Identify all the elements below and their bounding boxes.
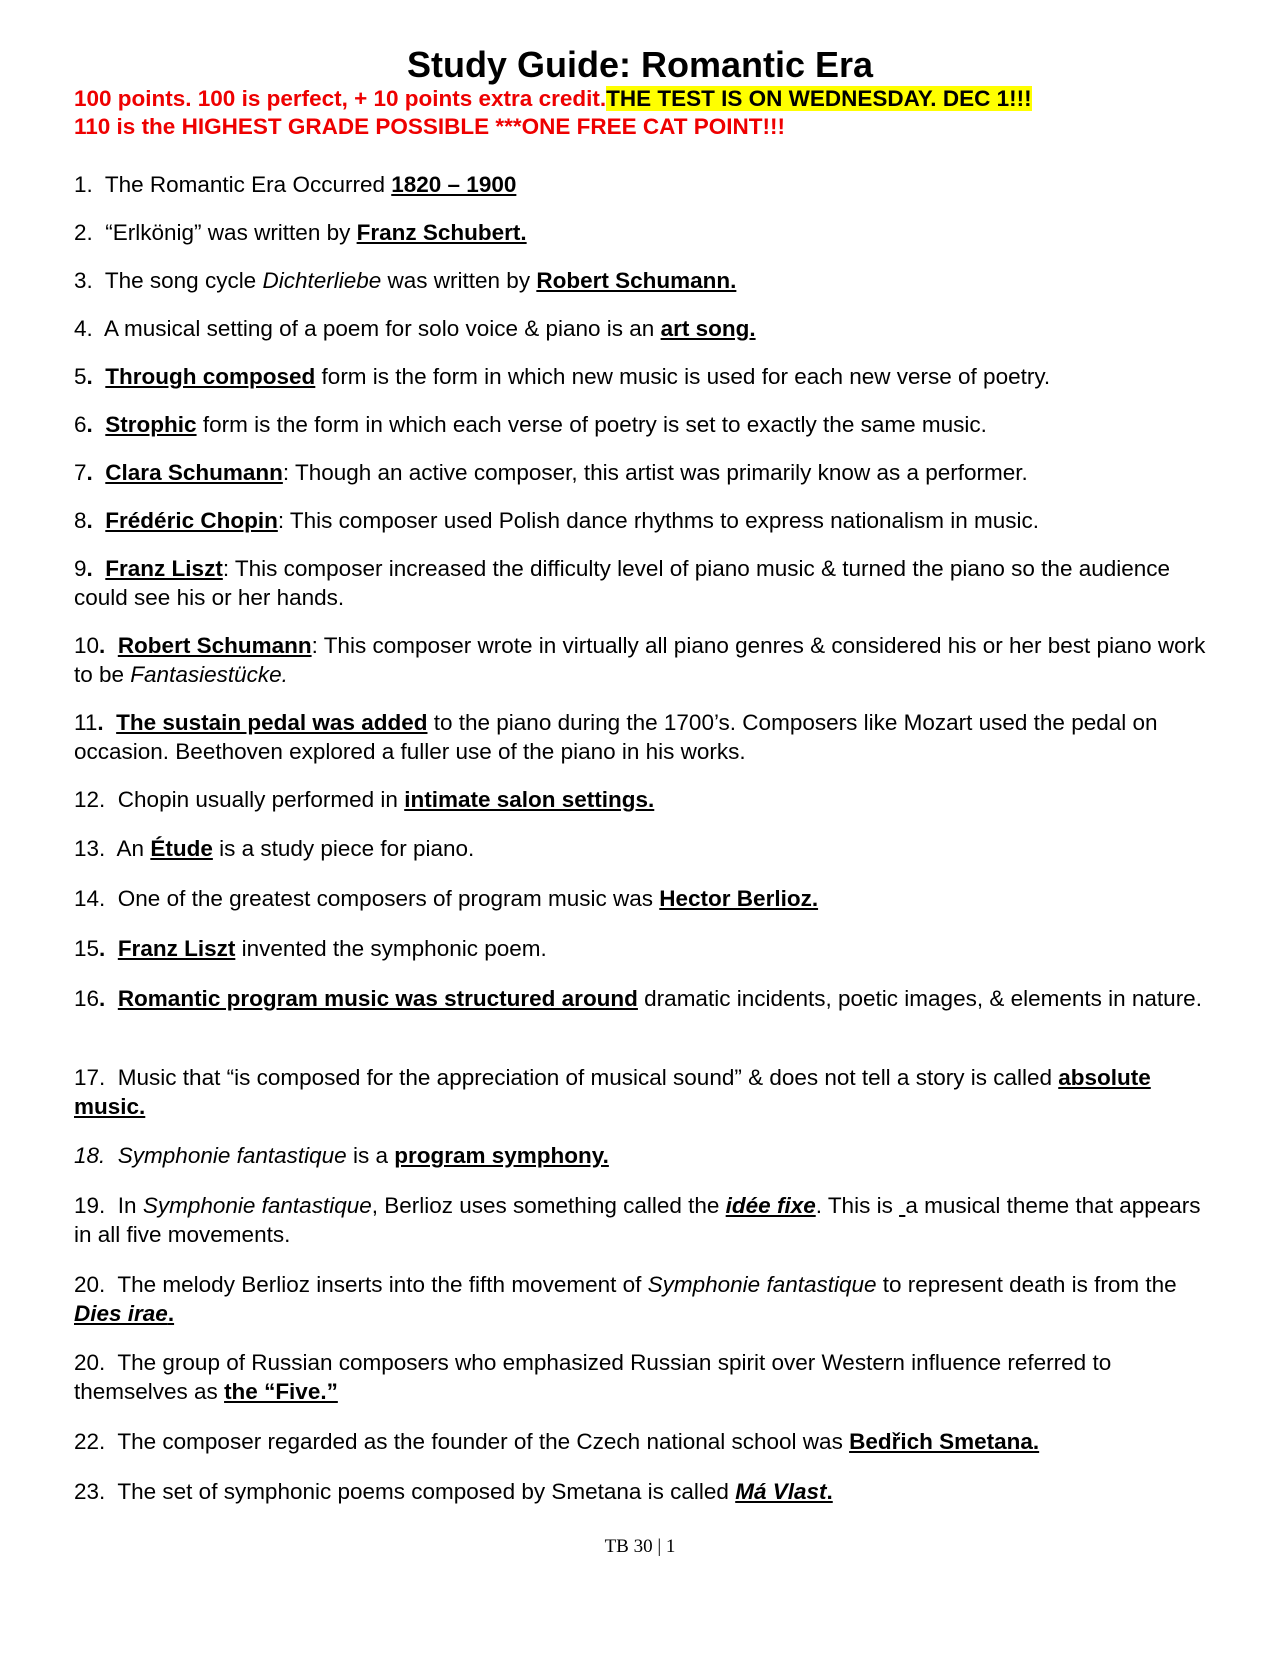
answer: Strophic <box>105 412 197 437</box>
number-dot: . <box>99 936 106 961</box>
question-8 <box>74 506 1224 535</box>
question-number: 17. <box>74 1065 106 1090</box>
question-6 <box>74 410 1224 439</box>
question-17 <box>74 1063 1224 1121</box>
question-text: is a <box>346 1143 395 1168</box>
highest-grade-line: 110 is the HIGHEST GRADE POSSIBLE ***ONE FREE CAT POINT!!! <box>74 114 785 139</box>
question-20 <box>74 1270 1224 1328</box>
answer: idée fixe <box>725 1193 816 1218</box>
answer: Bedřich Smetana. <box>849 1429 1040 1454</box>
question-14 <box>74 884 1224 913</box>
answer: Étude <box>150 836 213 861</box>
answer: Má Vlast <box>735 1479 827 1504</box>
question-number: 16 <box>74 986 100 1011</box>
question-7 <box>74 458 1224 487</box>
grading-info-line <box>74 84 1032 114</box>
question-number: 15 <box>74 936 100 961</box>
answer: Robert Schumann. <box>536 268 737 293</box>
question-5 <box>74 362 1224 391</box>
question-text: Chopin usually performed in <box>117 787 405 812</box>
number-dot: . <box>86 508 93 533</box>
question-number: 19. <box>74 1193 106 1218</box>
question-text: Music that “is composed for the appreciation of musical sound” & does not tell a story is called <box>117 1065 1059 1090</box>
answer: the “Five.” <box>224 1379 338 1404</box>
number-dot: . <box>86 364 93 389</box>
answer: Clara Schumann <box>105 460 283 485</box>
question-text: to the piano during the 1700’s. Composers like Mozart used the pedal on occasion. Beethoven explored a fuller use of the piano in his works. <box>74 710 1158 764</box>
question-number: 12. <box>74 787 106 812</box>
answer: absolute music. <box>74 1065 1151 1119</box>
work-title: Symphonie fantastique <box>647 1272 877 1297</box>
answer-period: . <box>167 1301 175 1326</box>
question-number: 7 <box>74 460 87 485</box>
answer: Romantic program music was structured around <box>117 986 638 1011</box>
question-number: 8 <box>74 508 87 533</box>
answer: program symphony. <box>394 1143 609 1168</box>
question-number: 20. <box>74 1272 106 1297</box>
question-2 <box>74 218 1224 247</box>
question-1 <box>74 170 1224 199</box>
question-text: to represent death is from the <box>876 1272 1177 1297</box>
answer: 1820 – 1900 <box>391 172 517 197</box>
answer: Robert Schumann <box>117 633 312 658</box>
question-number: 4. <box>74 316 93 341</box>
question-text: : Though an active composer, this artist was primarily know as a performer. <box>282 460 1028 485</box>
question-3 <box>74 266 1224 295</box>
answer: Hector Berlioz. <box>659 886 819 911</box>
work-title: Symphonie fantastique <box>142 1193 372 1218</box>
question-text: dramatic incidents, poetic images, & elements in nature. <box>637 986 1202 1011</box>
question-text: is a study piece for piano. <box>212 836 475 861</box>
answer: The sustain pedal was added <box>116 710 428 735</box>
question-text: An <box>116 836 151 861</box>
question-11 <box>74 708 1224 766</box>
number-dot: . <box>99 633 106 658</box>
question-number: 23. <box>74 1479 106 1504</box>
work-title: Fantasiestücke. <box>130 662 288 687</box>
question-9 <box>74 554 1224 612</box>
question-number: 22. <box>74 1429 106 1454</box>
question-number: 20. <box>74 1350 106 1375</box>
question-number: 6 <box>74 412 87 437</box>
number-dot: . <box>86 412 93 437</box>
answer: Franz Liszt <box>105 556 223 581</box>
number-dot: . <box>86 556 93 581</box>
question-text: invented the symphonic poem. <box>235 936 547 961</box>
answer: intimate salon settings. <box>404 787 655 812</box>
question-number: 3. <box>74 268 93 293</box>
answer: art song. <box>660 316 756 341</box>
test-date-highlight: THE TEST IS ON WEDNESDAY. DEC 1!!! <box>606 86 1032 111</box>
question-text: : This composer increased the difficulty level of piano music & turned the piano so the audience could see his or her hands. <box>74 556 1171 610</box>
question-text: In <box>117 1193 143 1218</box>
question-text: The composer regarded as the founder of the Czech national school was <box>117 1429 850 1454</box>
question-16 <box>74 984 1224 1013</box>
question-text: form is the form in which new music is used for each new verse of poetry. <box>315 364 1051 389</box>
work-title: Dichterliebe <box>262 268 382 293</box>
question-text: . This is <box>815 1193 900 1218</box>
question-number: 10 <box>74 633 100 658</box>
number-dot: . <box>86 460 93 485</box>
question-number: 11 <box>74 710 98 735</box>
question-text: The Romantic Era Occurred <box>104 172 392 197</box>
question-number: 13. <box>74 836 106 861</box>
answer: Frédéric Chopin <box>105 508 278 533</box>
question-text: The melody Berlioz inserts into the fifth movement of <box>117 1272 648 1297</box>
question-13 <box>74 834 1224 863</box>
points-info: 100 points. 100 is perfect, + 10 points extra credit. <box>74 86 607 111</box>
question-text: form is the form in which each verse of poetry is set to exactly the same music. <box>196 412 987 437</box>
question-text: The song cycle <box>104 268 263 293</box>
question-18 <box>74 1141 1224 1170</box>
question-15 <box>74 934 1224 963</box>
number-dot: . <box>99 986 106 1011</box>
question-21 <box>74 1348 1224 1406</box>
question-number: 9 <box>74 556 87 581</box>
answer: Franz Liszt <box>117 936 236 961</box>
question-text: The group of Russian composers who emphasized Russian spirit over Western influence referred to themselves as <box>74 1350 1112 1404</box>
question-12 <box>74 785 1224 814</box>
question-text: : This composer wrote in virtually all piano genres & considered his or her best piano work to be <box>74 633 1206 687</box>
page-title: Study Guide: Romantic Era <box>406 44 874 85</box>
question-text: One of the greatest composers of program music was <box>117 886 660 911</box>
question-text: was written by <box>381 268 537 293</box>
question-23 <box>74 1477 1224 1506</box>
answer: Through composed <box>105 364 316 389</box>
question-text: , Berlioz uses something called the <box>371 1193 726 1218</box>
question-19 <box>74 1191 1224 1249</box>
question-number: 2. <box>74 220 93 245</box>
question-number: 1. <box>74 172 93 197</box>
answer: Dies irae <box>74 1301 168 1326</box>
question-22 <box>74 1427 1224 1456</box>
work-title: Symphonie fantastique <box>117 1143 347 1168</box>
answer: Franz Schubert. <box>356 220 527 245</box>
page-footer: TB 30 | 1 <box>604 1536 676 1557</box>
answer-definition: a musical theme that appears in all five movements. <box>74 1193 1201 1247</box>
question-text: A musical setting of a poem for solo voice & piano is an <box>104 316 661 341</box>
question-number: 5 <box>74 364 87 389</box>
question-number: 14. <box>74 886 106 911</box>
question-text: The set of symphonic poems composed by Smetana is called <box>117 1479 736 1504</box>
question-text: “Erlkönig” was written by <box>105 220 357 245</box>
question-4 <box>74 314 1224 343</box>
question-text: : This composer used Polish dance rhythms to express nationalism in music. <box>277 508 1039 533</box>
question-10 <box>74 631 1224 689</box>
answer-period: . <box>826 1479 833 1504</box>
question-number: 18. <box>74 1143 106 1168</box>
number-dot: . <box>97 710 104 735</box>
